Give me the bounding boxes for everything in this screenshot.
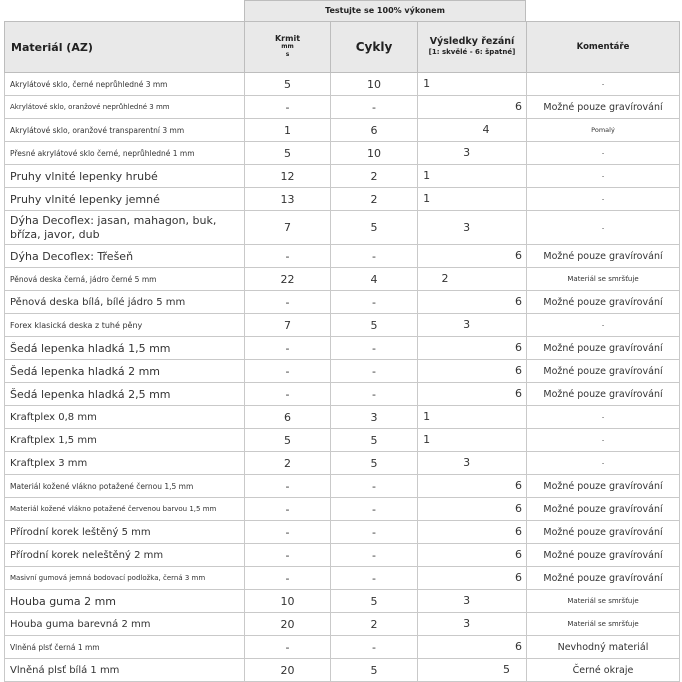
cycles-cell: - [331,337,418,360]
result-value: 6 [514,341,522,355]
feed-cell: 5 [245,142,331,165]
cycles-cell: 2 [331,613,418,636]
comment-cell: Možné pouze gravírování [527,567,680,590]
result-value: 1 [423,169,431,183]
table-row [5,73,680,96]
cycles-cell: 5 [331,429,418,452]
cycles-cell: 2 [331,188,418,211]
feed-cell: - [245,383,331,406]
result-value: 6 [514,571,522,585]
cycles-cell: - [331,544,418,567]
comment-cell: Možné pouze gravírování [527,291,680,314]
table-row [5,498,680,521]
cycles-cell: - [331,521,418,544]
cycles-cell: 5 [331,659,418,682]
result-value: 6 [514,387,522,401]
material-cell: Akrylátové sklo, oranžové neprůhledné 3 mm [5,96,245,119]
comment-cell: - [527,73,680,96]
result-cell [418,636,527,659]
table-row [5,567,680,590]
comment-cell: - [527,211,680,245]
material-cell: Forex klasická deska z tuhé pěny [5,314,245,337]
result-cell [418,211,527,245]
cycles-cell: 5 [331,590,418,613]
cycles-cell: 6 [331,119,418,142]
feed-cell: - [245,521,331,544]
table-row [5,659,680,682]
material-cell: Houba guma 2 mm [5,590,245,613]
table-row [5,406,680,429]
feed-cell: 22 [245,268,331,291]
result-cell [418,383,527,406]
table-row [5,636,680,659]
result-value: 6 [514,364,522,378]
comment-cell: Možné pouze gravírování [527,245,680,268]
comment-cell: Možné pouze gravírování [527,337,680,360]
table-row [5,96,680,119]
table-row [5,188,680,211]
material-cell: Kraftplex 3 mm [5,452,245,475]
result-cell [418,567,527,590]
table-row [5,452,680,475]
material-cell: Dýha Decoflex: Třešeň [5,245,245,268]
table-row [5,429,680,452]
table-header-row [5,22,680,73]
result-cell [418,659,527,682]
table-row [5,268,680,291]
feed-cell: 6 [245,406,331,429]
result-cell [418,452,527,475]
cycles-cell: 5 [331,211,418,245]
table-row [5,211,680,245]
comment-cell: Černé okraje [527,659,680,682]
result-cell [418,498,527,521]
feed-cell: 20 [245,613,331,636]
result-value: 5 [503,663,511,677]
result-value: 1 [423,77,431,91]
cycles-cell: - [331,498,418,521]
material-cell: Pěnová deska bílá, bílé jádro 5 mm [5,291,245,314]
feed-cell: - [245,96,331,119]
result-cell [418,119,527,142]
result-value: 4 [482,123,490,137]
table-row [5,142,680,165]
material-cell: Přírodní korek leštěný 5 mm [5,521,245,544]
test-power-banner: Testujte se 100% výkonem [244,0,526,21]
result-cell [418,360,527,383]
result-cell [418,337,527,360]
table-row [5,360,680,383]
result-value: 6 [514,640,522,654]
cycles-cell: 4 [331,268,418,291]
material-cell: Materiál kožené vlákno potažené červenou barvou 1,5 mm [5,498,245,521]
feed-cell: 20 [245,659,331,682]
table-body [5,73,680,682]
material-cell: Pruhy vlnité lepenky jemné [5,188,245,211]
cycles-cell: - [331,96,418,119]
comment-cell: Možné pouze gravírování [527,475,680,498]
result-cell [418,475,527,498]
material-column-header: Materiál (AZ) [5,22,245,73]
material-table [4,21,680,682]
cycles-column-header: Cykly [331,22,418,73]
comment-cell: - [527,142,680,165]
comment-cell: - [527,314,680,337]
result-value: 6 [514,525,522,539]
feed-cell: - [245,544,331,567]
table-row [5,613,680,636]
comments-column-header: Komentáře [527,22,680,73]
result-value: 3 [463,220,471,234]
result-cell [418,544,527,567]
result-cell [418,165,527,188]
results-scale: [1: skvělé - 6: špatné] [428,48,516,56]
result-cell [418,314,527,337]
result-value: 6 [514,548,522,562]
result-cell [418,268,527,291]
result-value: 1 [423,192,431,206]
comment-cell: Materiál se smršťuje [527,613,680,636]
material-cell: Šedá lepenka hladká 2 mm [5,360,245,383]
material-cell: Vlněná plsť bílá 1 mm [5,659,245,682]
feed-cell: - [245,498,331,521]
cycles-cell: - [331,360,418,383]
feed-cell: 5 [245,429,331,452]
result-value: 6 [514,295,522,309]
feed-cell: - [245,475,331,498]
feed-cell: 2 [245,452,331,475]
material-cell: Akrylátové sklo, černé neprůhledné 3 mm [5,73,245,96]
result-value: 3 [463,594,471,608]
cycles-cell: 10 [331,142,418,165]
table-row [5,314,680,337]
table-row [5,383,680,406]
result-value: 3 [463,318,471,332]
comment-cell: Možné pouze gravírování [527,96,680,119]
material-cell: Pěnová deska černá, jádro černé 5 mm [5,268,245,291]
feed-cell: - [245,567,331,590]
material-cell: Akrylátové sklo, oranžové transparentní 3 mm [5,119,245,142]
comment-cell: - [527,452,680,475]
result-value: 2 [441,272,449,286]
cycles-cell: - [331,245,418,268]
table-row [5,337,680,360]
result-value: 6 [514,100,522,114]
result-cell [418,429,527,452]
comment-cell: Možné pouze gravírování [527,544,680,567]
result-cell [418,406,527,429]
comment-cell: Materiál se smršťuje [527,590,680,613]
cycles-cell: - [331,383,418,406]
feed-cell: - [245,360,331,383]
result-cell [418,521,527,544]
result-value: 6 [514,479,522,493]
cycles-cell: - [331,291,418,314]
result-value: 6 [514,502,522,516]
comment-cell: Možné pouze gravírování [527,383,680,406]
material-cell: Šedá lepenka hladká 1,5 mm [5,337,245,360]
material-cell: Kraftplex 0,8 mm [5,406,245,429]
result-cell [418,188,527,211]
cycles-cell: 5 [331,314,418,337]
result-cell [418,142,527,165]
material-cell: Dýha Decoflex: jasan, mahagon, buk, bříza, javor, dub [5,211,245,245]
table-row [5,119,680,142]
cycles-cell: 10 [331,73,418,96]
material-cell: Houba guma barevná 2 mm [5,613,245,636]
table-row [5,245,680,268]
comment-cell: - [527,429,680,452]
cycles-cell: - [331,567,418,590]
cycles-cell: 5 [331,452,418,475]
result-cell [418,613,527,636]
result-cell [418,73,527,96]
table-row [5,165,680,188]
comment-cell: Nevhodný materiál [527,636,680,659]
comment-cell: Možné pouze gravírování [527,498,680,521]
table-row [5,475,680,498]
feed-label: Krmit [274,34,301,43]
table-row [5,590,680,613]
table-row [5,291,680,314]
material-cell: Přírodní korek neleštěný 2 mm [5,544,245,567]
results-label: Výsledky řezání [429,36,515,47]
material-cell: Masivní gumová jemná bodovací podložka, černá 3 mm [5,567,245,590]
material-cell: Přesné akrylátové sklo černé, neprůhledné 1 mm [5,142,245,165]
feed-cell: 7 [245,314,331,337]
feed-cell: 5 [245,73,331,96]
feed-cell: 1 [245,119,331,142]
feed-cell: - [245,291,331,314]
cycles-cell: - [331,636,418,659]
feed-cell: 7 [245,211,331,245]
comment-cell: - [527,165,680,188]
feed-cell: 12 [245,165,331,188]
cycles-cell: 2 [331,165,418,188]
results-column-header [418,22,527,73]
comment-cell: - [527,406,680,429]
result-cell [418,590,527,613]
feed-column-header [245,22,331,73]
result-value: 3 [463,456,471,470]
result-cell [418,96,527,119]
table-row [5,521,680,544]
comment-cell: Možné pouze gravírování [527,521,680,544]
comment-cell: - [527,188,680,211]
material-cell: Vlněná plsť černá 1 mm [5,636,245,659]
comment-cell: Materiál se smršťuje [527,268,680,291]
feed-cell: 10 [245,590,331,613]
material-cell: Materiál kožené vlákno potažené černou 1,5 mm [5,475,245,498]
result-value: 6 [514,249,522,263]
feed-cell: 13 [245,188,331,211]
feed-cell: - [245,337,331,360]
material-cell: Šedá lepenka hladká 2,5 mm [5,383,245,406]
result-value: 1 [423,410,431,424]
result-value: 3 [463,146,471,160]
result-cell [418,291,527,314]
result-value: 3 [463,617,471,631]
cycles-cell: - [331,475,418,498]
cycles-cell: 3 [331,406,418,429]
feed-unit-numerator: mm [281,43,294,50]
result-cell [418,245,527,268]
feed-cell: - [245,245,331,268]
result-value: 1 [423,433,431,447]
feed-unit-denominator: s [285,51,290,58]
material-cell: Pruhy vlnité lepenky hrubé [5,165,245,188]
comment-cell: Pomalý [527,119,680,142]
comment-cell: Možné pouze gravírování [527,360,680,383]
table-row [5,544,680,567]
feed-cell: - [245,636,331,659]
material-cell: Kraftplex 1,5 mm [5,429,245,452]
